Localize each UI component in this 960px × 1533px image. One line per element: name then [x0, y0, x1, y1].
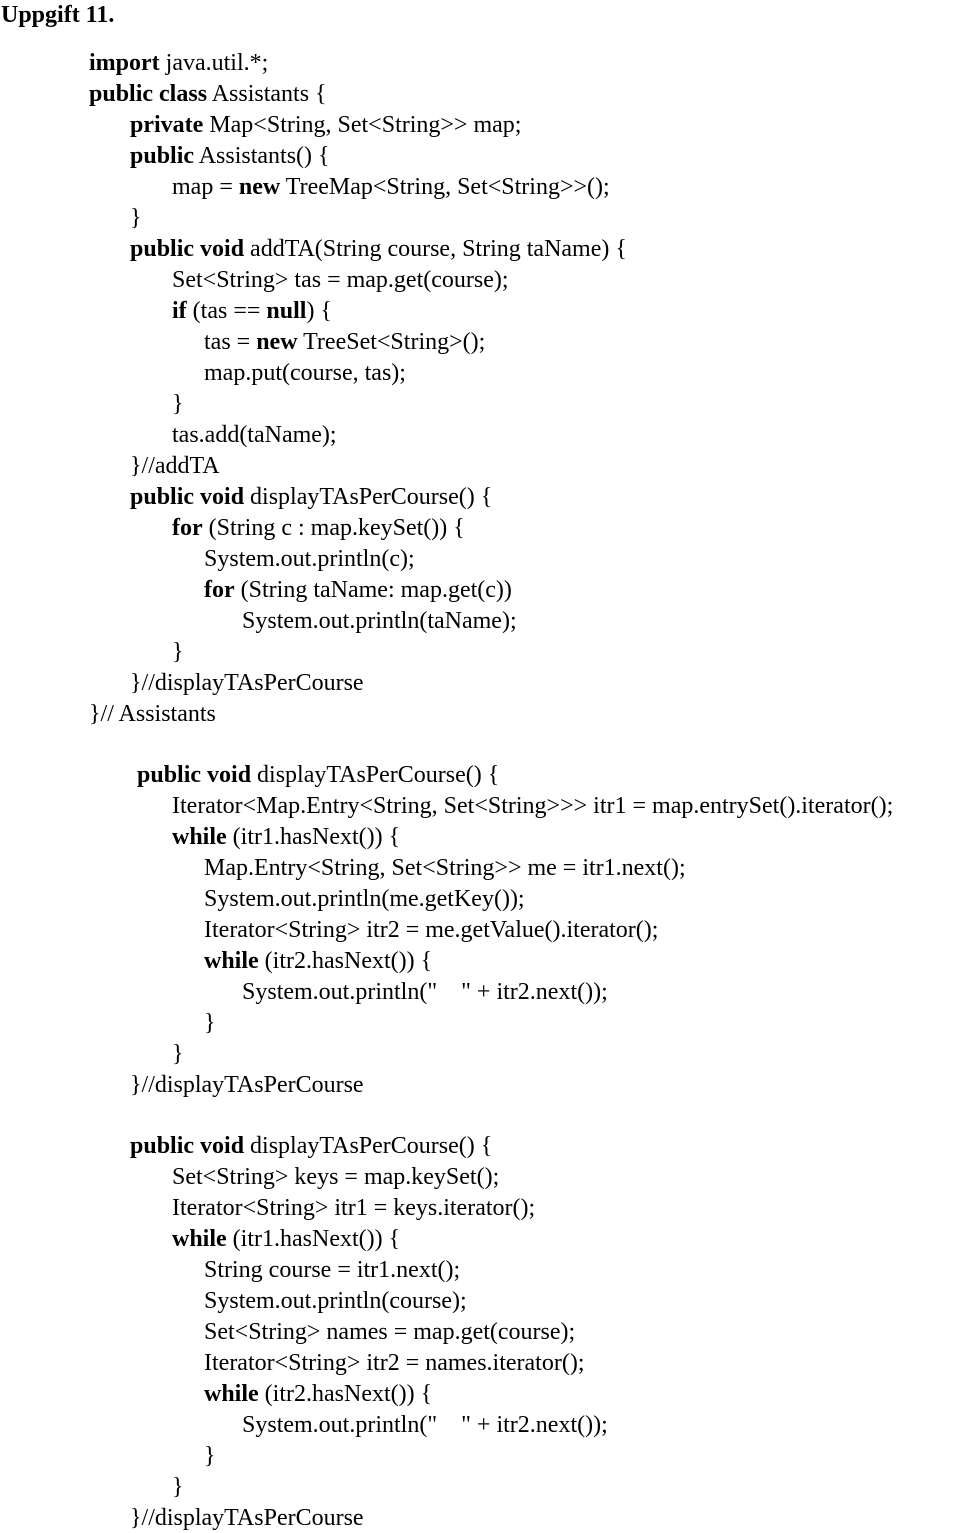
code-text: }// Assistants	[89, 701, 216, 727]
code-line	[89, 48, 268, 78]
code-line	[130, 234, 627, 264]
code-text: displayTAsPerCourse() {	[251, 762, 500, 788]
code-text: ) {	[306, 298, 332, 324]
code-text: Map.Entry<String, Set<String>> me = itr1.next();	[204, 855, 686, 881]
code-line	[130, 451, 220, 481]
code-text: tas.add(taName);	[172, 422, 337, 448]
code-keyword: public void	[137, 762, 252, 788]
code-line	[204, 884, 525, 914]
code-line	[130, 1131, 492, 1161]
code-text: (String taName: map.get(c))	[234, 577, 512, 603]
code-text: displayTAsPerCourse() {	[244, 1133, 493, 1159]
code-line	[204, 915, 658, 945]
code-line	[204, 544, 415, 574]
code-text: }//displayTAsPerCourse	[130, 670, 364, 696]
code-line	[130, 1070, 364, 1100]
code-text: Set<String> names = map.get(course);	[204, 1319, 576, 1345]
code-line	[89, 79, 327, 109]
code-text: Assistants() {	[194, 143, 330, 169]
code-keyword: public void	[130, 1133, 245, 1159]
code-text: System.out.println(me.getKey());	[204, 886, 525, 912]
code-keyword: null	[266, 298, 307, 324]
code-text: }	[130, 205, 142, 231]
code-text: Set<String> tas = map.get(course);	[172, 267, 509, 293]
code-text: System.out.println(" " + itr2.next());	[242, 979, 608, 1005]
code-text: }//displayTAsPerCourse	[130, 1505, 364, 1531]
code-keyword: public class	[89, 81, 208, 107]
code-line	[204, 327, 485, 357]
code-text: }	[172, 639, 184, 665]
code-line	[242, 977, 608, 1007]
code-line	[130, 1503, 364, 1533]
code-keyword: public void	[130, 236, 245, 262]
code-text: (itr2.hasNext()) {	[258, 1381, 433, 1407]
code-text: (itr1.hasNext()) {	[226, 824, 401, 850]
code-line	[204, 1317, 575, 1347]
code-line	[172, 172, 610, 202]
code-line	[89, 699, 216, 729]
code-line	[204, 1286, 467, 1316]
code-line	[204, 946, 432, 976]
code-line	[130, 482, 492, 512]
code-line	[204, 1441, 216, 1471]
code-line	[172, 265, 509, 295]
page-title: Uppgift 11.	[1, 2, 115, 28]
code-text: Map<String, Set<String>> map;	[203, 112, 522, 138]
code-text: System.out.println(taName);	[242, 608, 517, 634]
code-text: (itr1.hasNext()) {	[226, 1226, 401, 1252]
code-text: }	[172, 1041, 184, 1067]
code-line	[130, 110, 521, 140]
code-keyword: public void	[130, 484, 245, 510]
code-line	[204, 1008, 216, 1038]
code-keyword: while	[204, 1381, 259, 1407]
code-keyword: if	[172, 298, 187, 324]
code-keyword: for	[172, 515, 203, 541]
code-keyword: import	[89, 50, 160, 76]
code-line	[204, 853, 686, 883]
code-line	[137, 760, 499, 790]
code-line	[172, 1039, 184, 1069]
code-line	[204, 1255, 460, 1285]
code-text: }	[172, 1474, 184, 1500]
code-line	[204, 575, 512, 605]
code-line	[130, 668, 364, 698]
code-line	[204, 1379, 432, 1409]
code-line	[172, 1472, 184, 1502]
code-line	[172, 791, 893, 821]
code-keyword: new	[238, 174, 281, 200]
code-text: displayTAsPerCourse() {	[244, 484, 493, 510]
code-line	[172, 1193, 535, 1223]
code-text: System.out.println(c);	[204, 546, 415, 572]
code-line	[130, 141, 330, 171]
code-text: addTA(String course, String taName) {	[244, 236, 627, 262]
code-text: System.out.println(course);	[204, 1288, 467, 1314]
code-keyword: while	[172, 1226, 227, 1252]
code-text: Iterator<String> itr2 = me.getValue().iterator();	[204, 917, 659, 943]
code-text: Set<String> keys = map.keySet();	[172, 1164, 500, 1190]
code-text: Iterator<Map.Entry<String, Set<String>>> itr1 = map.entrySet().iterator();	[172, 793, 894, 819]
code-text: Assistants {	[207, 81, 327, 107]
code-line	[172, 822, 400, 852]
code-line	[172, 637, 184, 667]
code-text: (String c : map.keySet()) {	[202, 515, 465, 541]
code-keyword: new	[256, 329, 298, 355]
code-text: }	[204, 1443, 216, 1469]
code-text: map.put(course, tas);	[204, 360, 406, 386]
code-line	[242, 606, 517, 636]
code-text: tas =	[204, 329, 257, 355]
code-keyword: while	[204, 948, 259, 974]
code-line	[172, 296, 332, 326]
code-text: java.util.*;	[159, 50, 269, 76]
code-text: TreeSet<String>();	[297, 329, 486, 355]
code-text: (tas ==	[186, 298, 267, 324]
code-text: String course = itr1.next();	[204, 1257, 461, 1283]
code-line	[172, 1162, 499, 1192]
code-line	[172, 513, 465, 543]
code-line	[204, 1348, 584, 1378]
code-text: }//addTA	[130, 453, 220, 479]
code-keyword: public	[130, 143, 195, 169]
code-text: map =	[172, 174, 239, 200]
code-line	[172, 420, 337, 450]
code-line	[130, 203, 142, 233]
code-keyword: while	[172, 824, 227, 850]
code-text: Iterator<String> itr1 = keys.iterator();	[172, 1195, 536, 1221]
code-text: }	[172, 391, 184, 417]
code-text: }	[204, 1010, 216, 1036]
code-line	[172, 389, 184, 419]
code-line	[242, 1410, 608, 1440]
code-line	[172, 1224, 400, 1254]
code-keyword: private	[130, 112, 204, 138]
code-line	[204, 358, 406, 388]
code-text: Iterator<String> itr2 = names.iterator();	[204, 1350, 585, 1376]
code-text: (itr2.hasNext()) {	[258, 948, 433, 974]
code-keyword: for	[204, 577, 235, 603]
code-text: }//displayTAsPerCourse	[130, 1072, 364, 1098]
code-text: TreeMap<String, Set<String>>();	[280, 174, 610, 200]
code-text: System.out.println(" " + itr2.next());	[242, 1412, 608, 1438]
